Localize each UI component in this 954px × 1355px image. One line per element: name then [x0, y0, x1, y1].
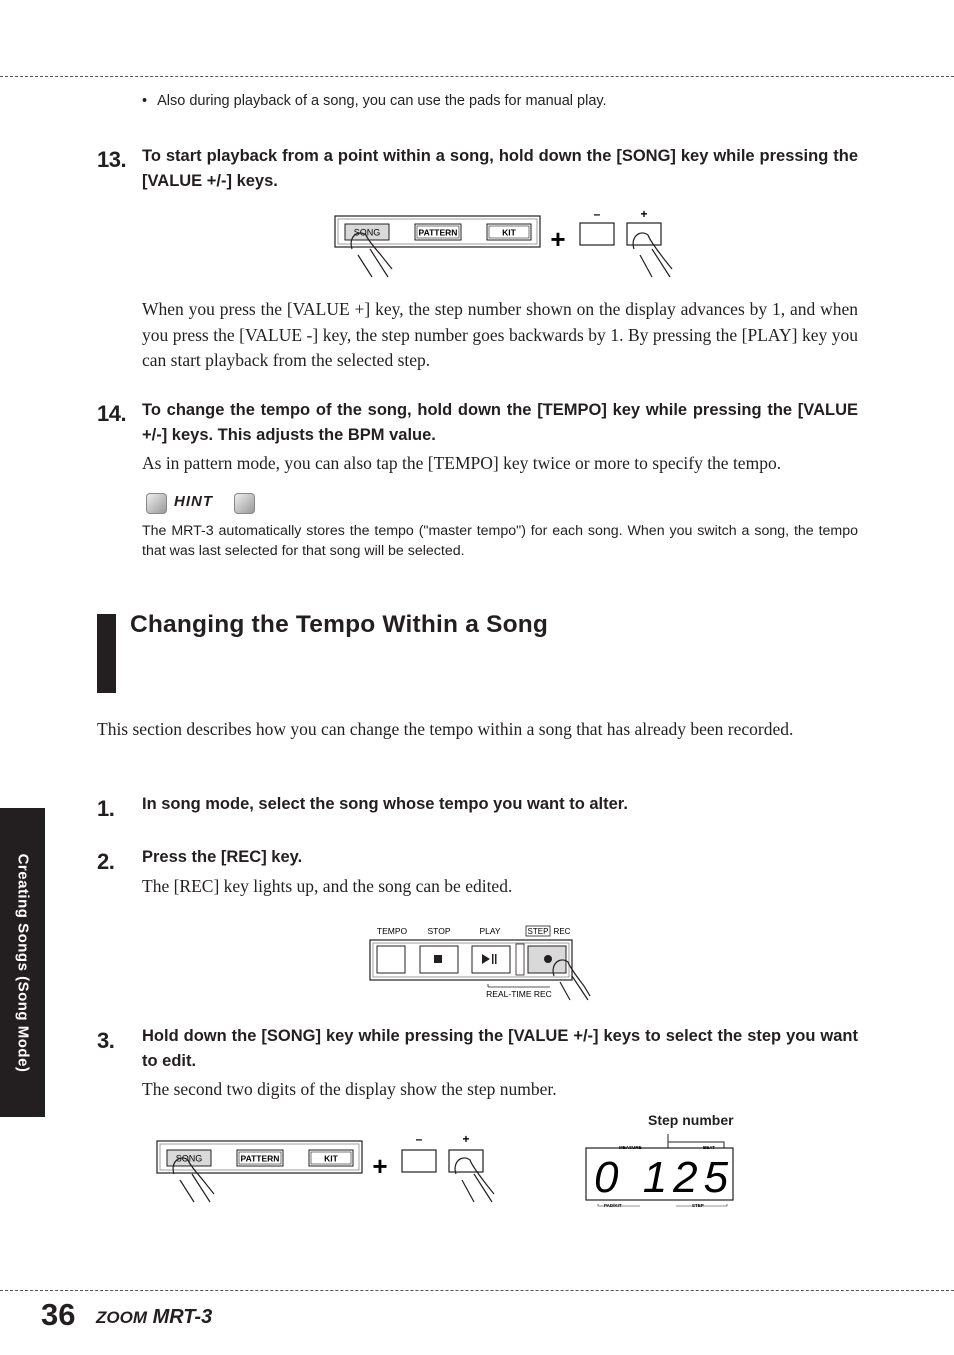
pad-kit-label: PAD/KIT [604, 1203, 622, 1208]
value-plus-key [449, 1150, 483, 1172]
value-plus-key [627, 223, 661, 245]
step-13-instruction: To start playback from a point within a song, hold down the [SONG] key while pressing the [VALUE +/-] keys. [142, 147, 858, 190]
step-1-instruction: In song mode, select the song whose tempo you want to alter. [142, 795, 628, 813]
rec-label: REC [553, 927, 571, 936]
value-minus-key [580, 223, 614, 245]
lcd-digits: 0 125 [594, 1153, 735, 1202]
step-number-13: 13. [97, 147, 127, 172]
plus-label: + [640, 207, 648, 221]
song-key-label: SONG [353, 227, 381, 238]
play-label: PLAY [479, 926, 501, 936]
page-number: 36 [41, 1297, 76, 1332]
transport-keys-diagram [368, 920, 598, 1005]
step-number-1: 1. [97, 796, 115, 821]
kit-key-label: KIT [324, 1153, 338, 1164]
step-3-body: The second two digits of the display show the step number. [142, 1079, 557, 1099]
step-14-instruction: To change the tempo of the song, hold down the [TEMPO] key while pressing the [VALUE +/-] keys. This adjusts the BPM value. [142, 401, 858, 444]
section-intro: This section describes how you can change the tempo within a song that has already been recorded. [97, 719, 794, 739]
step-2-body: The [REC] key lights up, and the song can be edited. [142, 876, 513, 896]
step-13-body: When you press the [VALUE +] key, the step number shown on the display advances by 1, and when you press the [VALUE -] key, the step number goes backwards by 1. By pressing the [PLAY] key you can start playback from the selected step. [142, 299, 858, 370]
song-key-label: SONG [175, 1153, 203, 1164]
measure-label: MEASURE [619, 1145, 642, 1150]
kit-key-label: KIT [502, 227, 516, 238]
hint-left-tile-icon [146, 493, 167, 514]
hint-right-tile-icon [234, 493, 255, 514]
song-value-keys-diagram-1 [330, 205, 675, 285]
hint-label: HINT [174, 493, 213, 510]
model-name: MRT-3 [152, 1306, 213, 1328]
step-number-2: 2. [97, 849, 115, 874]
bottom-dashed-rule [0, 1290, 954, 1291]
pattern-key-label: PATTERN [240, 1153, 280, 1164]
tempo-label: TEMPO [376, 926, 408, 936]
minus-label: – [593, 207, 601, 221]
section-bar [97, 614, 116, 693]
top-dashed-rule [0, 76, 954, 77]
rec-icon [544, 955, 552, 963]
chapter-side-tab-label: Creating Songs (Song Mode) [14, 853, 31, 1072]
tempo-key [377, 946, 405, 973]
hint-text: The MRT-3 automatically stores the tempo ("master tempo") for each song. When you switch a song, the tempo that was last selected for that song will be selected. [142, 523, 858, 559]
step-3-instruction: Hold down the [SONG] key while pressing the [VALUE +/-] keys to select the step you want to edit. [142, 1027, 858, 1070]
plus-combine-symbol: + [550, 224, 566, 254]
realtime-rec-label: REAL-TIME REC [486, 989, 552, 999]
minus-label: – [415, 1132, 423, 1146]
stop-icon [434, 955, 442, 963]
play-key [472, 946, 510, 973]
step-number-3: 3. [97, 1028, 115, 1053]
plus-combine-symbol: + [372, 1151, 388, 1181]
footer-brand [96, 1306, 212, 1329]
step-label: STEP [527, 927, 549, 936]
lcd-display-diagram [582, 1130, 740, 1212]
value-minus-key [402, 1150, 436, 1172]
stop-label: STOP [427, 926, 451, 936]
section-title: Changing the Tempo Within a Song [130, 611, 549, 638]
beat-label: BEAT [703, 1145, 715, 1150]
step-display-label: STEP [692, 1203, 704, 1208]
step-number-callout: Step number [648, 1112, 734, 1128]
plus-label: + [462, 1132, 470, 1146]
pattern-key-label: PATTERN [418, 227, 458, 238]
brand-name: ZOOM [96, 1308, 147, 1327]
song-value-keys-diagram-2 [152, 1128, 497, 1208]
bullet-note: • Also during playback of a song, you can use the pads for manual play. [142, 93, 607, 109]
chapter-side-tab [0, 808, 45, 1117]
step-2-instruction: Press the [REC] key. [142, 848, 303, 866]
step-14-body: As in pattern mode, you can also tap the [TEMPO] key twice or more to specify the tempo. [142, 453, 782, 473]
step-number-14: 14. [97, 401, 127, 426]
